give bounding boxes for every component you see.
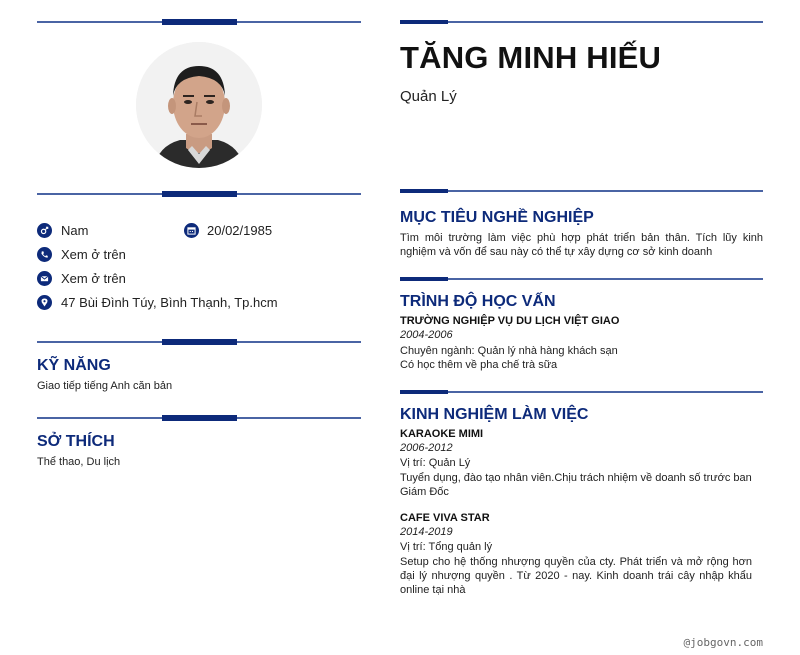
gender-value: Nam (61, 223, 89, 238)
divider-education (400, 277, 763, 281)
divider-experience (400, 390, 763, 394)
divider-mid-left (37, 191, 361, 197)
calendar-icon (184, 223, 199, 238)
job-company: KARAOKE MIMI (400, 428, 484, 440)
divider-objective (400, 189, 763, 193)
objective-title: MỤC TIÊU NGHỀ NGHIỆP (400, 209, 594, 226)
job-description: Setup cho hệ thống nhượng quyền của cty. Phát triển và mở rộng hơn đại lý nhượng quyền . Từ 2020 - nay. Kinh doanh trái cây nhập khẩu online tại nhà (400, 556, 752, 596)
divider-top-right (400, 20, 763, 24)
location-icon (37, 295, 52, 310)
address-value: 47 Bùi Đình Túy, Bình Thạnh, Tp.hcm (61, 295, 278, 310)
education-school: TRƯỜNG NGHIỆP VỤ DU LỊCH VIỆT GIAO (400, 315, 620, 327)
objective-text: Tìm môi trường làm việc phù hợp phát triển bản thân. Tích lũy kinh nghiệm và vốn để sau này có thể tự xây dựng cơ sở kinh doanh (400, 232, 763, 258)
education-title: TRÌNH ĐỘ HỌC VẤN (400, 293, 556, 310)
phone-icon (37, 247, 52, 262)
candidate-name: TĂNG MINH HIẾU (400, 40, 662, 75)
footer-watermark: @jobgovn.com (683, 636, 763, 649)
email-value: Xem ở trên (61, 271, 126, 286)
education-major: Chuyên ngành: Quản lý nhà hàng khách sạn (400, 345, 618, 357)
job-description: Tuyển dụng, đào tạo nhân viên.Chịu trách nhiệm về doanh số trước ban Giám Đốc (400, 472, 752, 498)
job-company: CAFE VIVA STAR (400, 512, 490, 524)
job-position: Vị trí: Quản Lý (400, 457, 471, 469)
job-period: 2006-2012 (400, 442, 453, 454)
job-position: Vị trí: Tổng quản lý (400, 541, 493, 553)
gender-icon (37, 223, 52, 238)
email-icon (37, 271, 52, 286)
job-period: 2014-2019 (400, 526, 453, 538)
experience-title: KINH NGHIỆM LÀM VIỆC (400, 406, 589, 423)
candidate-title: Quản Lý (400, 88, 457, 105)
skills-title: KỸ NĂNG (37, 357, 111, 374)
divider-hobbies (37, 415, 361, 421)
dob-value: 20/02/1985 (207, 223, 273, 238)
hobbies-text: Thể thao, Du lịch (37, 456, 121, 468)
divider-top-left (37, 19, 361, 25)
phone-value: Xem ở trên (61, 247, 126, 262)
hobbies-title: SỞ THÍCH (37, 433, 115, 450)
education-note: Có học thêm về pha chế trà sữa (400, 359, 558, 371)
profile-photo (136, 42, 262, 168)
education-period: 2004-2006 (400, 329, 453, 341)
skills-text: Giao tiếp tiếng Anh căn bản (37, 380, 173, 392)
divider-skills (37, 339, 361, 345)
